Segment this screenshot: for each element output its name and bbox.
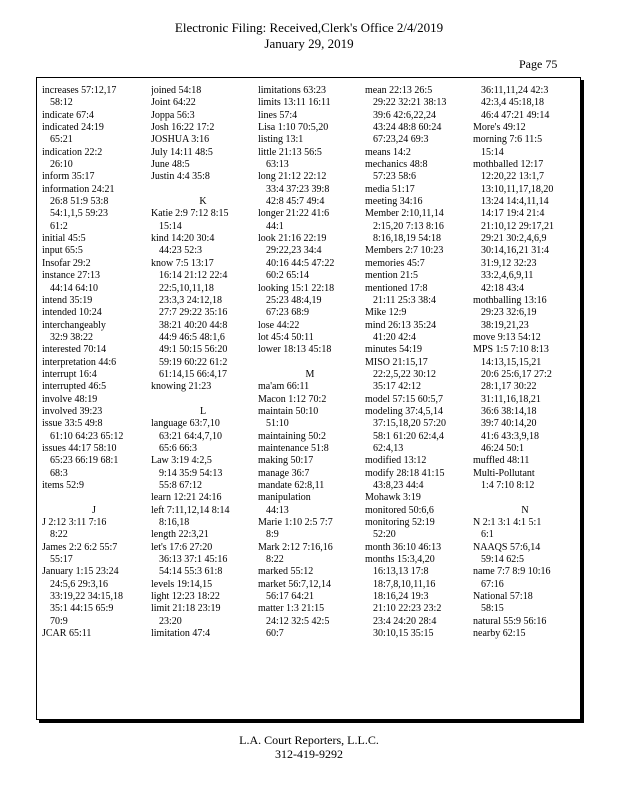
index-entry: monitored 50:6,6: [365, 504, 434, 516]
index-continuation: 2:15,20 7:13 8:16: [373, 220, 444, 232]
index-entry: looking 15:1 22:18: [258, 282, 335, 294]
index-continuation: 33:2,4,6,9,11: [481, 270, 534, 282]
index-entry: ma'am 66:11: [258, 381, 310, 393]
index-continuation: 9:14 35:9 54:13: [159, 467, 223, 479]
section-letter: L: [199, 405, 207, 417]
index-entry: Joppa 56:3: [151, 109, 195, 121]
index-continuation: 58:12: [50, 97, 73, 109]
index-continuation: 59:14 62:5: [481, 554, 525, 566]
index-continuation: 43:24 48:8 60:24: [373, 122, 442, 134]
index-entry: Marie 1:10 2:5 7:7: [258, 517, 333, 529]
section-letter: J: [92, 504, 96, 516]
index-entry: Mark 2:12 7:16,16: [258, 541, 333, 553]
index-continuation: 58:15: [481, 603, 504, 615]
index-entry: Mohawk 3:19: [365, 492, 421, 504]
index-entry: initial 45:5: [42, 233, 86, 245]
blank-spacer: [473, 492, 577, 504]
index-continuation: 61:2: [50, 220, 68, 232]
index-entry: little 21:13 56:5: [258, 146, 322, 158]
index-continuation: 61:14,15 66:4,17: [159, 368, 228, 380]
index-entry: interrupt 16:4: [42, 368, 97, 380]
index-entry: input 65:5: [42, 245, 83, 257]
index-entry: Macon 1:12 70:2: [258, 393, 327, 405]
index-entry: Member 2:10,11,14: [365, 208, 444, 220]
index-entry: market 56:7,12,14: [258, 578, 332, 590]
index-entry: making 50:17: [258, 455, 314, 467]
index-column-1: [42, 85, 146, 640]
index-continuation: 42:8 45:7 49:4: [266, 196, 325, 208]
index-entry: lower 18:13 45:18: [258, 344, 332, 356]
index-entry: month 36:10 46:13: [365, 541, 442, 553]
index-entry: model 57:15 60:5,7: [365, 393, 444, 405]
index-continuation: 67:23,24 69:3: [373, 134, 429, 146]
index-continuation: 21:10 22:23 23:2: [373, 603, 442, 615]
index-entry: interrupted 46:5: [42, 381, 107, 393]
index-entry: NAAQS 57:6,14: [473, 541, 541, 553]
index-entry: know 7:5 13:17: [151, 257, 214, 269]
footer-phone: 312-419-9292: [275, 747, 343, 761]
index-entry: long 21:12 22:12: [258, 171, 327, 183]
index-continuation: 23:4 24:20 28:4: [373, 615, 437, 627]
index-continuation: 13:10,11,17,18,20: [481, 183, 554, 195]
index-continuation: 56:17 64:21: [266, 591, 315, 603]
index-continuation: 14:13,15,15,21: [481, 356, 542, 368]
index-continuation: 54:1,1,5 59:23: [50, 208, 109, 220]
index-continuation: 23:3,3 24:12,18: [159, 294, 223, 306]
index-continuation: 31:9,12 32:23: [481, 257, 537, 269]
index-continuation: 42:18 43:4: [481, 282, 525, 294]
index-continuation: 63:21 64:4,7,10: [159, 430, 223, 442]
page-number: Page 75: [519, 57, 558, 71]
index-continuation: 24:12 32:5 42:5: [266, 615, 330, 627]
index-continuation: 62:4,13: [373, 442, 404, 454]
index-entry: July 14:11 48:5: [151, 146, 213, 158]
index-entry: items 52:9: [42, 480, 84, 491]
index-continuation: 49:1 50:15 56:20: [159, 344, 228, 356]
index-entry: limits 13:11 16:11: [258, 97, 331, 109]
index-entry: joined 54:18: [151, 85, 202, 96]
index-continuation: 52:20: [373, 529, 396, 541]
index-continuation: 43:8,23 44:4: [373, 480, 424, 491]
index-continuation: 33:19,22 34:15,18: [50, 591, 124, 603]
index-continuation: 67:16: [481, 578, 504, 590]
index-entry: instance 27:13: [42, 270, 101, 282]
index-entry: modify 28:18 41:15: [365, 467, 445, 479]
blank-spacer: [42, 492, 146, 504]
index-entry: lose 44:22: [258, 319, 300, 331]
index-continuation: 16:13,13 17:8: [373, 566, 429, 578]
index-entry: Katie 2:9 7:12 8:15: [151, 208, 229, 220]
index-continuation: 28:1,17 30:22: [481, 381, 537, 393]
index-continuation: 65:21: [50, 134, 73, 146]
index-continuation: 26:10: [50, 159, 73, 171]
section-letter: M: [305, 368, 315, 380]
index-entry: natural 55:9 56:16: [473, 615, 547, 627]
index-continuation: 32:9 38:22: [50, 331, 94, 343]
index-entry: media 51:17: [365, 183, 415, 195]
index-continuation: 36:6 38:14,18: [481, 405, 537, 417]
blank-spacer: [151, 184, 255, 196]
filing-date: January 29, 2019: [264, 36, 354, 51]
index-continuation: 6:1: [481, 529, 494, 541]
index-entry: language 63:7,10: [151, 418, 220, 430]
index-entry: MISO 21:15,17: [365, 356, 428, 368]
index-continuation: 8:16,18: [159, 517, 190, 529]
blank-spacer: [258, 357, 362, 369]
index-continuation: 14:17 19:4 21:4: [481, 208, 545, 220]
index-continuation: 29:23 32:6,19: [481, 307, 537, 319]
index-entry: intend 35:19: [42, 294, 93, 306]
index-entry: lot 45:4 50:11: [258, 331, 314, 343]
index-continuation: 37:15,18,20 57:20: [373, 418, 447, 430]
index-entry: matter 1:3 21:15: [258, 603, 325, 615]
index-continuation: 18:7,8,10,11,16: [373, 578, 436, 590]
index-continuation: 60:7: [266, 628, 284, 640]
index-continuation: 67:23 68:9: [266, 307, 310, 319]
index-entry: Law 3:19 4:2,5: [151, 455, 212, 467]
index-entry: inform 35:17: [42, 171, 95, 183]
index-continuation: 57:23 58:6: [373, 171, 417, 183]
index-continuation: 30:14,16,21 31:4: [481, 245, 550, 257]
index-entry: issue 33:5 49:8: [42, 418, 103, 430]
index-entry: move 9:13 54:12: [473, 331, 541, 343]
index-continuation: 46:4 47:21 49:14: [481, 109, 550, 121]
index-table: [36, 77, 581, 720]
index-continuation: 15:14: [481, 146, 504, 158]
index-continuation: 51:10: [266, 418, 289, 430]
index-continuation: 39:7 40:14,20: [481, 418, 537, 430]
index-continuation: 44:14 64:10: [50, 282, 99, 294]
index-entry: mothballing 13:16: [473, 294, 547, 306]
index-continuation: 13:24 14:4,11,14: [481, 196, 549, 208]
index-continuation: 54:14 55:3 61:8: [159, 566, 223, 578]
index-entry: months 15:3,4,20: [365, 554, 435, 566]
index-entry: left 7:11,12,14 8:14: [151, 504, 230, 516]
index-entry: knowing 21:23: [151, 381, 212, 393]
index-continuation: 21:11 25:3 38:4: [373, 294, 436, 306]
index-column-5: [473, 85, 577, 640]
index-entry: lines 57:4: [258, 109, 298, 121]
filing-stamp-line: Electronic Filing: Received,Clerk's Office 2/4/2019: [174, 20, 444, 35]
index-entry: manipulation: [258, 492, 311, 504]
index-entry: Lisa 1:10 70:5,20: [258, 122, 329, 134]
index-entry: morning 7:6 11:5: [473, 134, 543, 146]
index-entry: mind 26:13 35:24: [365, 319, 437, 331]
footer-company: L.A. Court Reporters, L.L.C.: [239, 733, 379, 747]
index-entry: interpretation 44:6: [42, 356, 117, 368]
index-entry: mentioned 17:8: [365, 282, 428, 294]
index-entry: mechanics 48:8: [365, 159, 428, 171]
index-entry: let's 17:6 27:20: [151, 541, 213, 553]
index-entry: Justin 4:4 35:8: [151, 171, 210, 183]
index-continuation: 44:1: [266, 220, 284, 232]
index-continuation: 30:10,15 35:15: [373, 628, 434, 640]
index-continuation: 65:23 66:19 68:1: [50, 455, 119, 467]
index-entry: Joint 64:22: [151, 97, 196, 109]
index-entry: maintain 50:10: [258, 405, 319, 417]
index-entry: Josh 16:22 17:2: [151, 122, 215, 134]
section-letter: N: [521, 504, 529, 516]
index-continuation: 8:16,18,19 54:18: [373, 233, 442, 245]
index-entry: memories 45:7: [365, 257, 425, 269]
index-entry: name 7:7 8:9 10:16: [473, 566, 551, 578]
index-continuation: 55:17: [50, 554, 73, 566]
index-entry: James 2:2 6:2 55:7: [42, 541, 118, 553]
index-entry: longer 21:22 41:6: [258, 208, 330, 220]
index-continuation: 8:9: [266, 529, 279, 541]
index-continuation: 68:3: [50, 467, 68, 479]
index-continuation: 22:2,5,22 30:12: [373, 368, 437, 380]
index-entry: increases 57:12,17: [42, 85, 117, 96]
section-letter: K: [199, 196, 207, 208]
index-entry: JOSHUA 3:16: [151, 134, 210, 146]
index-continuation: 18:16,24 19:3: [373, 591, 429, 603]
index-entry: January 1:15 23:24: [42, 566, 119, 578]
index-column-4: [365, 85, 469, 640]
index-entry: involve 48:19: [42, 393, 98, 405]
index-entry: mothballed 12:17: [473, 159, 544, 171]
index-entry: mean 22:13 26:5: [365, 85, 433, 96]
index-entry: kind 14:20 30:4: [151, 233, 215, 245]
index-continuation: 23:20: [159, 615, 182, 627]
index-entry: maintaining 50:2: [258, 430, 327, 442]
index-entry: mandate 62:8,11: [258, 480, 325, 491]
index-continuation: 40:16 44:5 47:22: [266, 257, 335, 269]
index-entry: light 12:23 18:22: [151, 591, 220, 603]
index-entry: intended 10:24: [42, 307, 102, 319]
index-entry: levels 19:14,15: [151, 578, 213, 590]
index-entry: N 2:1 3:1 4:1 5:1: [473, 517, 542, 529]
index-entry: MPS 1:5 7:10 8:13: [473, 344, 549, 356]
index-entry: limitations 63:23: [258, 85, 327, 96]
index-continuation: 8:22: [266, 554, 284, 566]
index-continuation: 61:10 64:23 65:12: [50, 430, 124, 442]
index-entry: modified 13:12: [365, 455, 427, 467]
index-entry: limitation 47:4: [151, 628, 211, 640]
index-entry: indicate 67:4: [42, 109, 94, 121]
index-continuation: 36:13 37:1 45:16: [159, 554, 228, 566]
index-entry: learn 12:21 24:16: [151, 492, 222, 504]
index-continuation: 59:19 60:22 61:2: [159, 356, 228, 368]
index-entry: interchangeably: [42, 319, 106, 331]
index-entry: look 21:16 22:19: [258, 233, 327, 245]
index-entry: More's 49:12: [473, 122, 526, 134]
index-continuation: 60:2 65:14: [266, 270, 310, 282]
index-continuation: 70:9: [50, 615, 68, 627]
index-continuation: 65:6 66:3: [159, 442, 198, 454]
index-continuation: 27:7 29:22 35:16: [159, 307, 228, 319]
index-entry: limit 21:18 23:19: [151, 603, 221, 615]
index-continuation: 36:11,11,24 42:3: [481, 85, 549, 96]
index-entry: listing 13:1: [258, 134, 304, 146]
index-continuation: 58:1 61:20 62:4,4: [373, 430, 444, 442]
index-entry: muffled 48:11: [473, 455, 530, 467]
index-continuation: 63:13: [266, 159, 289, 171]
index-continuation: 15:14: [159, 220, 182, 232]
index-continuation: 42:3,4 45:18,18: [481, 97, 545, 109]
index-continuation: 16:14 21:12 22:4: [159, 270, 228, 282]
index-entry: maintenance 51:8: [258, 442, 329, 454]
index-entry: Insofar 29:2: [42, 257, 91, 269]
index-continuation: 41:6 43:3,9,18: [481, 430, 540, 442]
index-continuation: 12:20,22 13:1,7: [481, 171, 545, 183]
index-continuation: 38:19,21,23: [481, 319, 529, 331]
index-entry: indicated 24:19: [42, 122, 104, 134]
index-continuation: 8:22: [50, 529, 68, 541]
index-entry: indication 22:2: [42, 146, 103, 158]
index-continuation: 21:10,12 29:17,21: [481, 220, 555, 232]
index-continuation: 26:8 51:9 53:8: [50, 196, 109, 208]
index-continuation: 44:13: [266, 504, 289, 516]
index-continuation: 29:21 30:2,4,6,9: [481, 233, 547, 245]
index-entry: issues 44:17 58:10: [42, 442, 117, 454]
index-entry: information 24:21: [42, 183, 115, 195]
index-entry: National 57:18: [473, 591, 533, 603]
index-column-2: [151, 85, 255, 640]
index-entry: Members 2:7 10:23: [365, 245, 444, 257]
index-entry: involved 39:23: [42, 405, 103, 417]
index-continuation: 24:5,6 29:3,16: [50, 578, 109, 590]
index-entry: interested 70:14: [42, 344, 107, 356]
index-continuation: 22:5,10,11,18: [159, 282, 214, 294]
index-continuation: 25:23 48:4,19: [266, 294, 322, 306]
index-continuation: 29:22 32:21 38:13: [373, 97, 447, 109]
index-continuation: 31:11,16,18,21: [481, 393, 541, 405]
index-entry: JCAR 65:11: [42, 628, 92, 640]
index-continuation: 44:9 46:5 48:1,6: [159, 331, 225, 343]
index-entry: marked 55:12: [258, 566, 314, 578]
index-continuation: 38:21 40:20 44:8: [159, 319, 228, 331]
index-continuation: 39:6 42:6,22,24: [373, 109, 437, 121]
index-entry: Mike 12:9: [365, 307, 407, 319]
index-continuation: 35:1 44:15 65:9: [50, 603, 114, 615]
index-continuation: 41:20 42:4: [373, 331, 417, 343]
index-entry: length 22:3,21: [151, 529, 209, 541]
index-entry: mention 21:5: [365, 270, 419, 282]
index-continuation: 33:4 37:23 39:8: [266, 183, 330, 195]
index-entry: Multi-Pollutant: [473, 467, 535, 479]
index-entry: minutes 54:19: [365, 344, 422, 356]
index-column-3: [258, 85, 362, 640]
index-entry: modeling 37:4,5,14: [365, 405, 444, 417]
index-continuation: 46:24 50:1: [481, 442, 525, 454]
index-entry: nearby 62:15: [473, 628, 526, 640]
index-entry: J 2:12 3:11 7:16: [42, 517, 107, 529]
index-continuation: 35:17 42:12: [373, 381, 422, 393]
index-entry: manage 36:7: [258, 467, 310, 479]
index-entry: monitoring 52:19: [365, 517, 435, 529]
index-continuation: 1:4 7:10 8:12: [481, 480, 535, 491]
index-entry: means 14:2: [365, 146, 411, 158]
index-entry: June 48:5: [151, 159, 190, 171]
index-continuation: 55:8 67:12: [159, 480, 203, 491]
index-continuation: 20:6 25:6,17 27:2: [481, 368, 552, 380]
index-continuation: 29:22,23 34:4: [266, 245, 322, 257]
index-entry: meeting 34:16: [365, 196, 423, 208]
blank-spacer: [151, 394, 255, 406]
index-continuation: 44:23 52:3: [159, 245, 203, 257]
